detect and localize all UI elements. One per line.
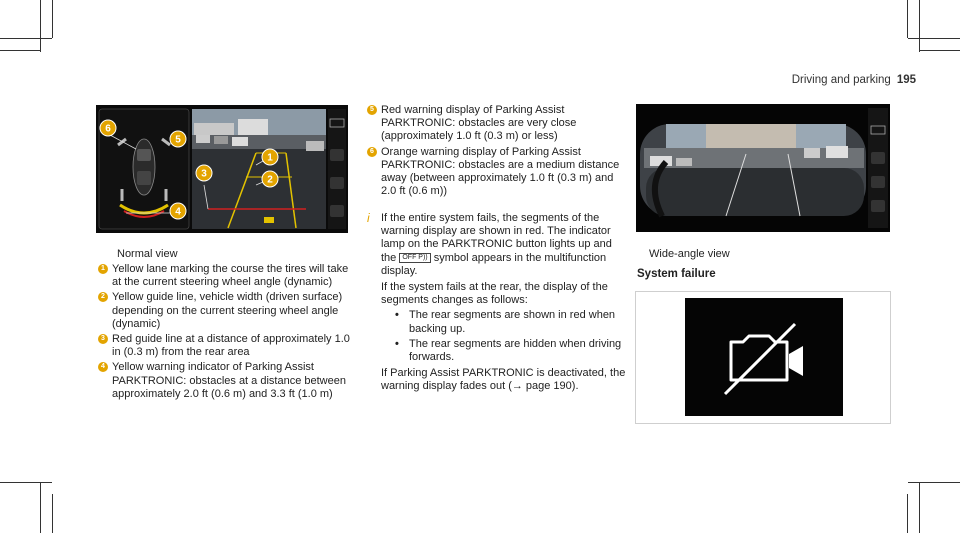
camera-illustration	[96, 105, 348, 233]
crop-mark	[40, 482, 41, 533]
crop-mark	[919, 0, 920, 52]
system-failure-figure	[635, 291, 891, 424]
crop-mark	[0, 50, 40, 51]
info-paragraph-1: If the entire system fails, the segments of the warning display are shown in red. The indicator lamp on the PARKTRONIC button lights up and the OFF P)) symbol appears in the multifunction display.	[381, 212, 612, 277]
page-number: 195	[896, 74, 916, 86]
svg-text:5: 5	[175, 134, 181, 146]
list-item: 6 Orange warning display of Parking Assist PARKTRONIC: obstacles are a medium distance away (between approximately 1.0 ft (0.3 m) and 2.0 ft (0.6 m))	[367, 146, 623, 199]
crop-mark	[919, 482, 920, 533]
bullet-item: • The rear segments are hidden when driving forwards.	[395, 337, 622, 364]
crop-mark	[908, 482, 960, 483]
svg-text:3: 3	[201, 168, 207, 180]
callout-2	[262, 171, 278, 187]
legend-list-middle	[367, 104, 623, 200]
crop-mark	[52, 0, 53, 38]
list-item: 2 Yellow guide line, vehicle width (driven surface) depending on the current steering wheel angle (dynamic)	[98, 291, 354, 331]
failure-display	[685, 298, 843, 416]
crop-mark	[907, 0, 908, 38]
camera-off-icon	[685, 298, 843, 416]
callout-number: 1	[98, 264, 108, 274]
callout-number: 6	[367, 147, 377, 157]
callout-number: 2	[98, 292, 108, 302]
parking-camera-wide-angle-view	[636, 104, 890, 232]
callout-number: 3	[98, 334, 108, 344]
info-paragraph-3: If Parking Assist PARKTRONIC is deactivated, the warning display fades out (→ page 190).	[381, 367, 626, 393]
callout-6	[100, 120, 116, 136]
parking-camera-normal-view	[96, 105, 348, 233]
svg-text:2: 2	[267, 174, 273, 186]
svg-text:4: 4	[175, 206, 181, 218]
section-heading-system-failure: System failure	[637, 268, 716, 280]
callout-number: 5	[367, 105, 377, 115]
figure-caption-normal-view: Normal view	[117, 248, 178, 260]
bullet-icon: •	[395, 337, 399, 350]
info-note	[367, 212, 629, 394]
crop-mark	[0, 482, 52, 483]
crop-mark	[907, 494, 908, 533]
crop-mark	[920, 50, 960, 51]
callout-3	[196, 165, 212, 181]
wide-angle-illustration	[636, 104, 890, 232]
section-title: Driving and parking	[791, 74, 891, 86]
info-paragraph-2: If the system fails at the rear, the display of the segments changes as follows:	[381, 281, 608, 307]
crop-mark	[908, 38, 960, 39]
bullet-item: • The rear segments are shown in red when backing up.	[395, 309, 616, 335]
list-item: 4 Yellow warning indicator of Parking Assist PARKTRONIC: obstacles at a distance between approximately 2.0 ft (0.6 m) and 3.3 ft (1.0 m)	[98, 361, 354, 401]
bullet-icon: •	[395, 309, 399, 322]
crop-mark	[40, 0, 41, 52]
callout-5	[170, 131, 186, 147]
figure-caption-wide-angle: Wide-angle view	[649, 248, 730, 260]
info-icon: i	[367, 211, 370, 225]
callout-1	[262, 149, 278, 165]
list-item: 1 Yellow lane marking the course the tires will take at the current steering wheel angle (dynamic)	[98, 263, 354, 289]
crop-mark	[52, 494, 53, 533]
running-header	[780, 74, 916, 86]
legend-list-left	[98, 263, 354, 403]
parktronic-off-symbol: OFF P))	[399, 253, 430, 263]
list-item: 3 Red guide line at a distance of approximately 1.0 in (0.3 m) from the rear area	[98, 333, 354, 359]
list-item: 5 Red warning display of Parking Assist PARKTRONIC: obstacles are very close (approximately 1.0 ft (0.3 m) or less)	[367, 104, 623, 144]
crop-mark	[0, 38, 52, 39]
callout-number: 4	[98, 362, 108, 372]
svg-text:6: 6	[105, 123, 111, 135]
callout-4	[170, 203, 186, 219]
svg-text:1: 1	[267, 152, 273, 164]
